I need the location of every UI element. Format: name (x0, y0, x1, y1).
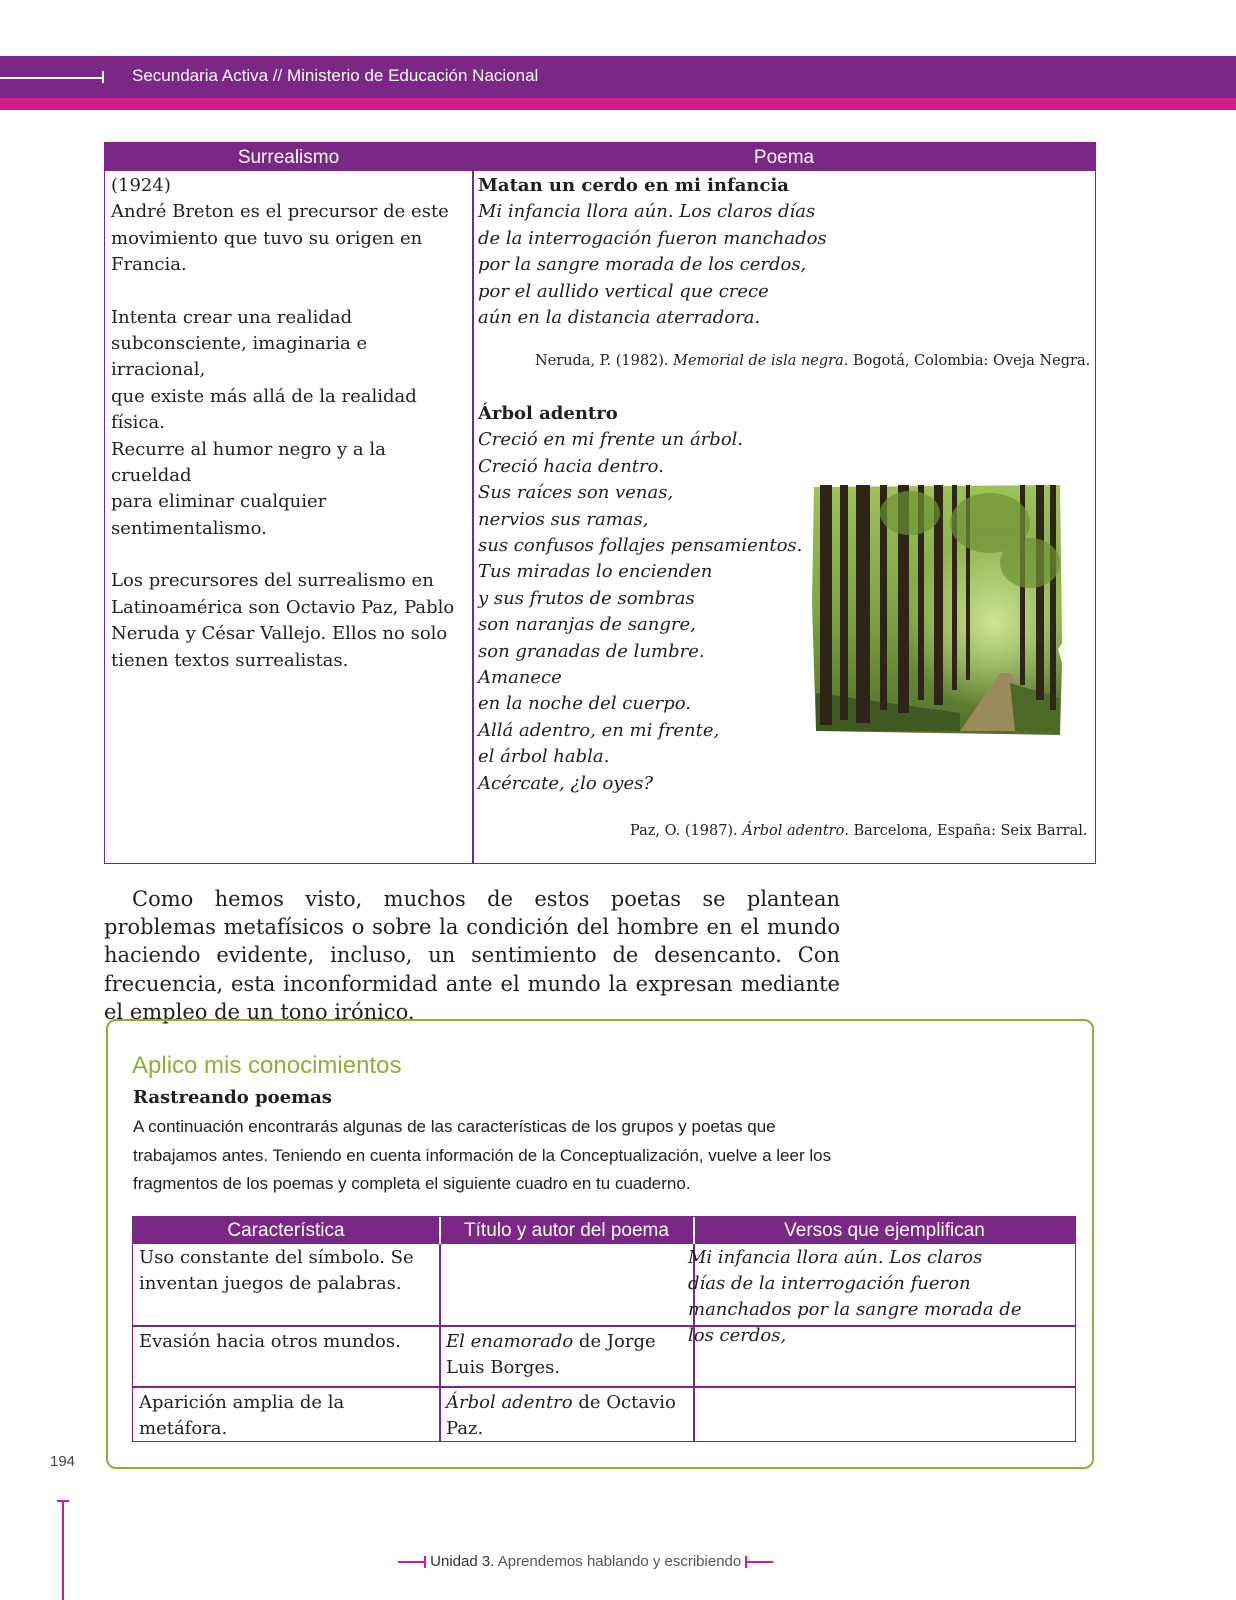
desc-line: que existe más allá de la realidad física. (111, 385, 417, 434)
verse: Mi infancia llora aún. Los claros días (478, 201, 816, 223)
desc-line: para eliminar cualquier sentimentalismo. (111, 491, 327, 539)
verse: de la interrogación fueron manchados (478, 227, 827, 249)
poem-title: Árbol adentro (446, 1392, 573, 1413)
poem-author: de Jorge Luis Borges. (446, 1331, 656, 1378)
verse: sus confusos follajes pensamientos. (478, 535, 803, 557)
verse: son naranjas de sangre, (478, 614, 696, 636)
body-paragraph (104, 885, 840, 1026)
header-versos: Versos que ejemplifican (784, 1220, 985, 1241)
desc-line: subconsciente, imaginaria e irracional, (111, 333, 368, 381)
footer-unit: Unidad 3. (430, 1553, 495, 1570)
year-text: (1924) (111, 175, 171, 196)
footer-title: Aprendemos hablando y escribiendo (494, 1553, 742, 1570)
verse: y sus frutos de sombras (478, 587, 695, 609)
desc-line: André Breton es el precursor de este (111, 201, 449, 223)
poem-title: Matan un cerdo en mi infancia (478, 175, 789, 196)
citation-paz (630, 823, 1087, 839)
paragraph-text: Como hemos visto, muchos de estos poetas se plantean problemas metafísicos o sobre la condición del hombre en el mundo haciendo evidente, incluso, un sentimiento de desencanto. Con frecuencia, esta inconformidad ante el mundo la expresan mediante el empleo de un tono irónico. (104, 887, 840, 1024)
poem-matan-un-cerdo (478, 173, 1078, 331)
header-poema: Poema (753, 147, 815, 168)
header-caracteristica: Característica (227, 1220, 345, 1241)
description-line: trabajamos antes. Teniendo en cuenta información de la Conceptualización, vuelve a leer los (133, 1145, 832, 1165)
header-separator (693, 1217, 695, 1244)
header-titulo-autor: Título y autor del poema (464, 1220, 669, 1241)
footer-rule-right (745, 1561, 773, 1563)
verse: por el aullido vertical que crece (478, 280, 769, 302)
feature-cell: Uso constante del símbolo. Se inventan juegos de palabras. (139, 1247, 414, 1294)
margin-rule (62, 1500, 64, 1600)
verse: Creció en mi frente un árbol. (478, 429, 744, 451)
desc-line: Latinoamérica son Octavio Paz, Pablo (111, 596, 455, 618)
activity-subtitle: Rastreando poemas (133, 1087, 332, 1108)
verse: son granadas de lumbre. (478, 640, 705, 662)
header-surrealismo: Surrealismo (237, 147, 340, 168)
verses-text: Mi infancia llora aún. Los claros días de la interrogación fueron manchados por la sangre morada de los cerdos, (688, 1247, 1022, 1346)
desc-line: Neruda y César Vallejo. Ellos no solo (111, 623, 448, 645)
citation-work: Árbol adentro (742, 823, 845, 839)
citation-author: Neruda, P. (1982). (535, 353, 674, 369)
verse: Sus raíces son venas, (478, 482, 674, 504)
surrealism-description (111, 173, 467, 674)
header-rule (0, 77, 104, 79)
poem-title: Árbol adentro (478, 403, 618, 424)
header-accent-stripe (0, 98, 1236, 110)
desc-line: movimiento que tuvo su origen en Francia. (111, 227, 423, 276)
poem-title: El enamorado (446, 1331, 574, 1352)
citation-neruda (535, 353, 1090, 369)
citation-author: Paz, O. (1987). (630, 823, 743, 839)
footer-rule-left (398, 1561, 426, 1563)
forest-path-photo (810, 483, 1066, 737)
column-divider (472, 143, 474, 863)
citation-publisher: . Barcelona, España: Seix Barral. (844, 823, 1088, 839)
poem-author: de Octavio Paz. (446, 1392, 676, 1439)
desc-line: Los precursores del surrealismo en (111, 570, 434, 592)
citation-work: Memorial de isla negra (673, 353, 844, 369)
feature-cell: Aparición amplia de la metáfora. (139, 1392, 345, 1439)
poem-arbol-adentro (478, 401, 838, 797)
header-rule-tick (102, 71, 104, 83)
verses-cell (688, 1245, 1023, 1349)
verse: aún en la distancia aterradora. (478, 307, 761, 329)
verse: Creció hacia dentro. (478, 455, 664, 477)
desc-line: Recurre al humor negro y a la crueldad (111, 438, 386, 487)
verse: Amanece (478, 667, 562, 689)
title-cell (446, 1329, 686, 1381)
description-line: A continuación encontrarás algunas de las características de los grupos y poetas que (133, 1117, 776, 1136)
verse: Acércate, ¿lo oyes? (478, 772, 653, 794)
verse: el árbol habla. (478, 746, 610, 768)
activity-description (133, 1113, 853, 1199)
verse: por la sangre morada de los cerdos, (478, 254, 807, 276)
desc-line: tienen textos surrealistas. (111, 649, 349, 671)
header-title: Secundaria Activa // Ministerio de Educación Nacional (132, 66, 539, 85)
verse: Tus miradas lo encienden (478, 561, 713, 583)
feature-cell: Evasión hacia otros mundos. (139, 1331, 401, 1352)
activity-title: Aplico mis conocimientos (132, 1052, 402, 1079)
desc-line: Intenta crear una realidad (111, 306, 353, 328)
footer (398, 1553, 818, 1570)
page-number: 194 (50, 1453, 76, 1470)
row-divider (133, 1386, 1075, 1388)
header-separator (439, 1217, 441, 1244)
table-header (105, 143, 1095, 171)
verse: Allá adentro, en mi frente, (478, 719, 720, 741)
citation-publisher: . Bogotá, Colombia: Oveja Negra. (843, 353, 1091, 369)
column-divider (439, 1217, 441, 1441)
characteristics-table (132, 1216, 1076, 1442)
title-cell (446, 1390, 686, 1442)
table-header (133, 1217, 1075, 1244)
verse: en la noche del cuerpo. (478, 693, 692, 715)
description-line: fragmentos de los poemas y completa el siguiente cuadro en tu cuaderno. (133, 1174, 691, 1193)
verse: nervios sus ramas, (478, 508, 649, 530)
